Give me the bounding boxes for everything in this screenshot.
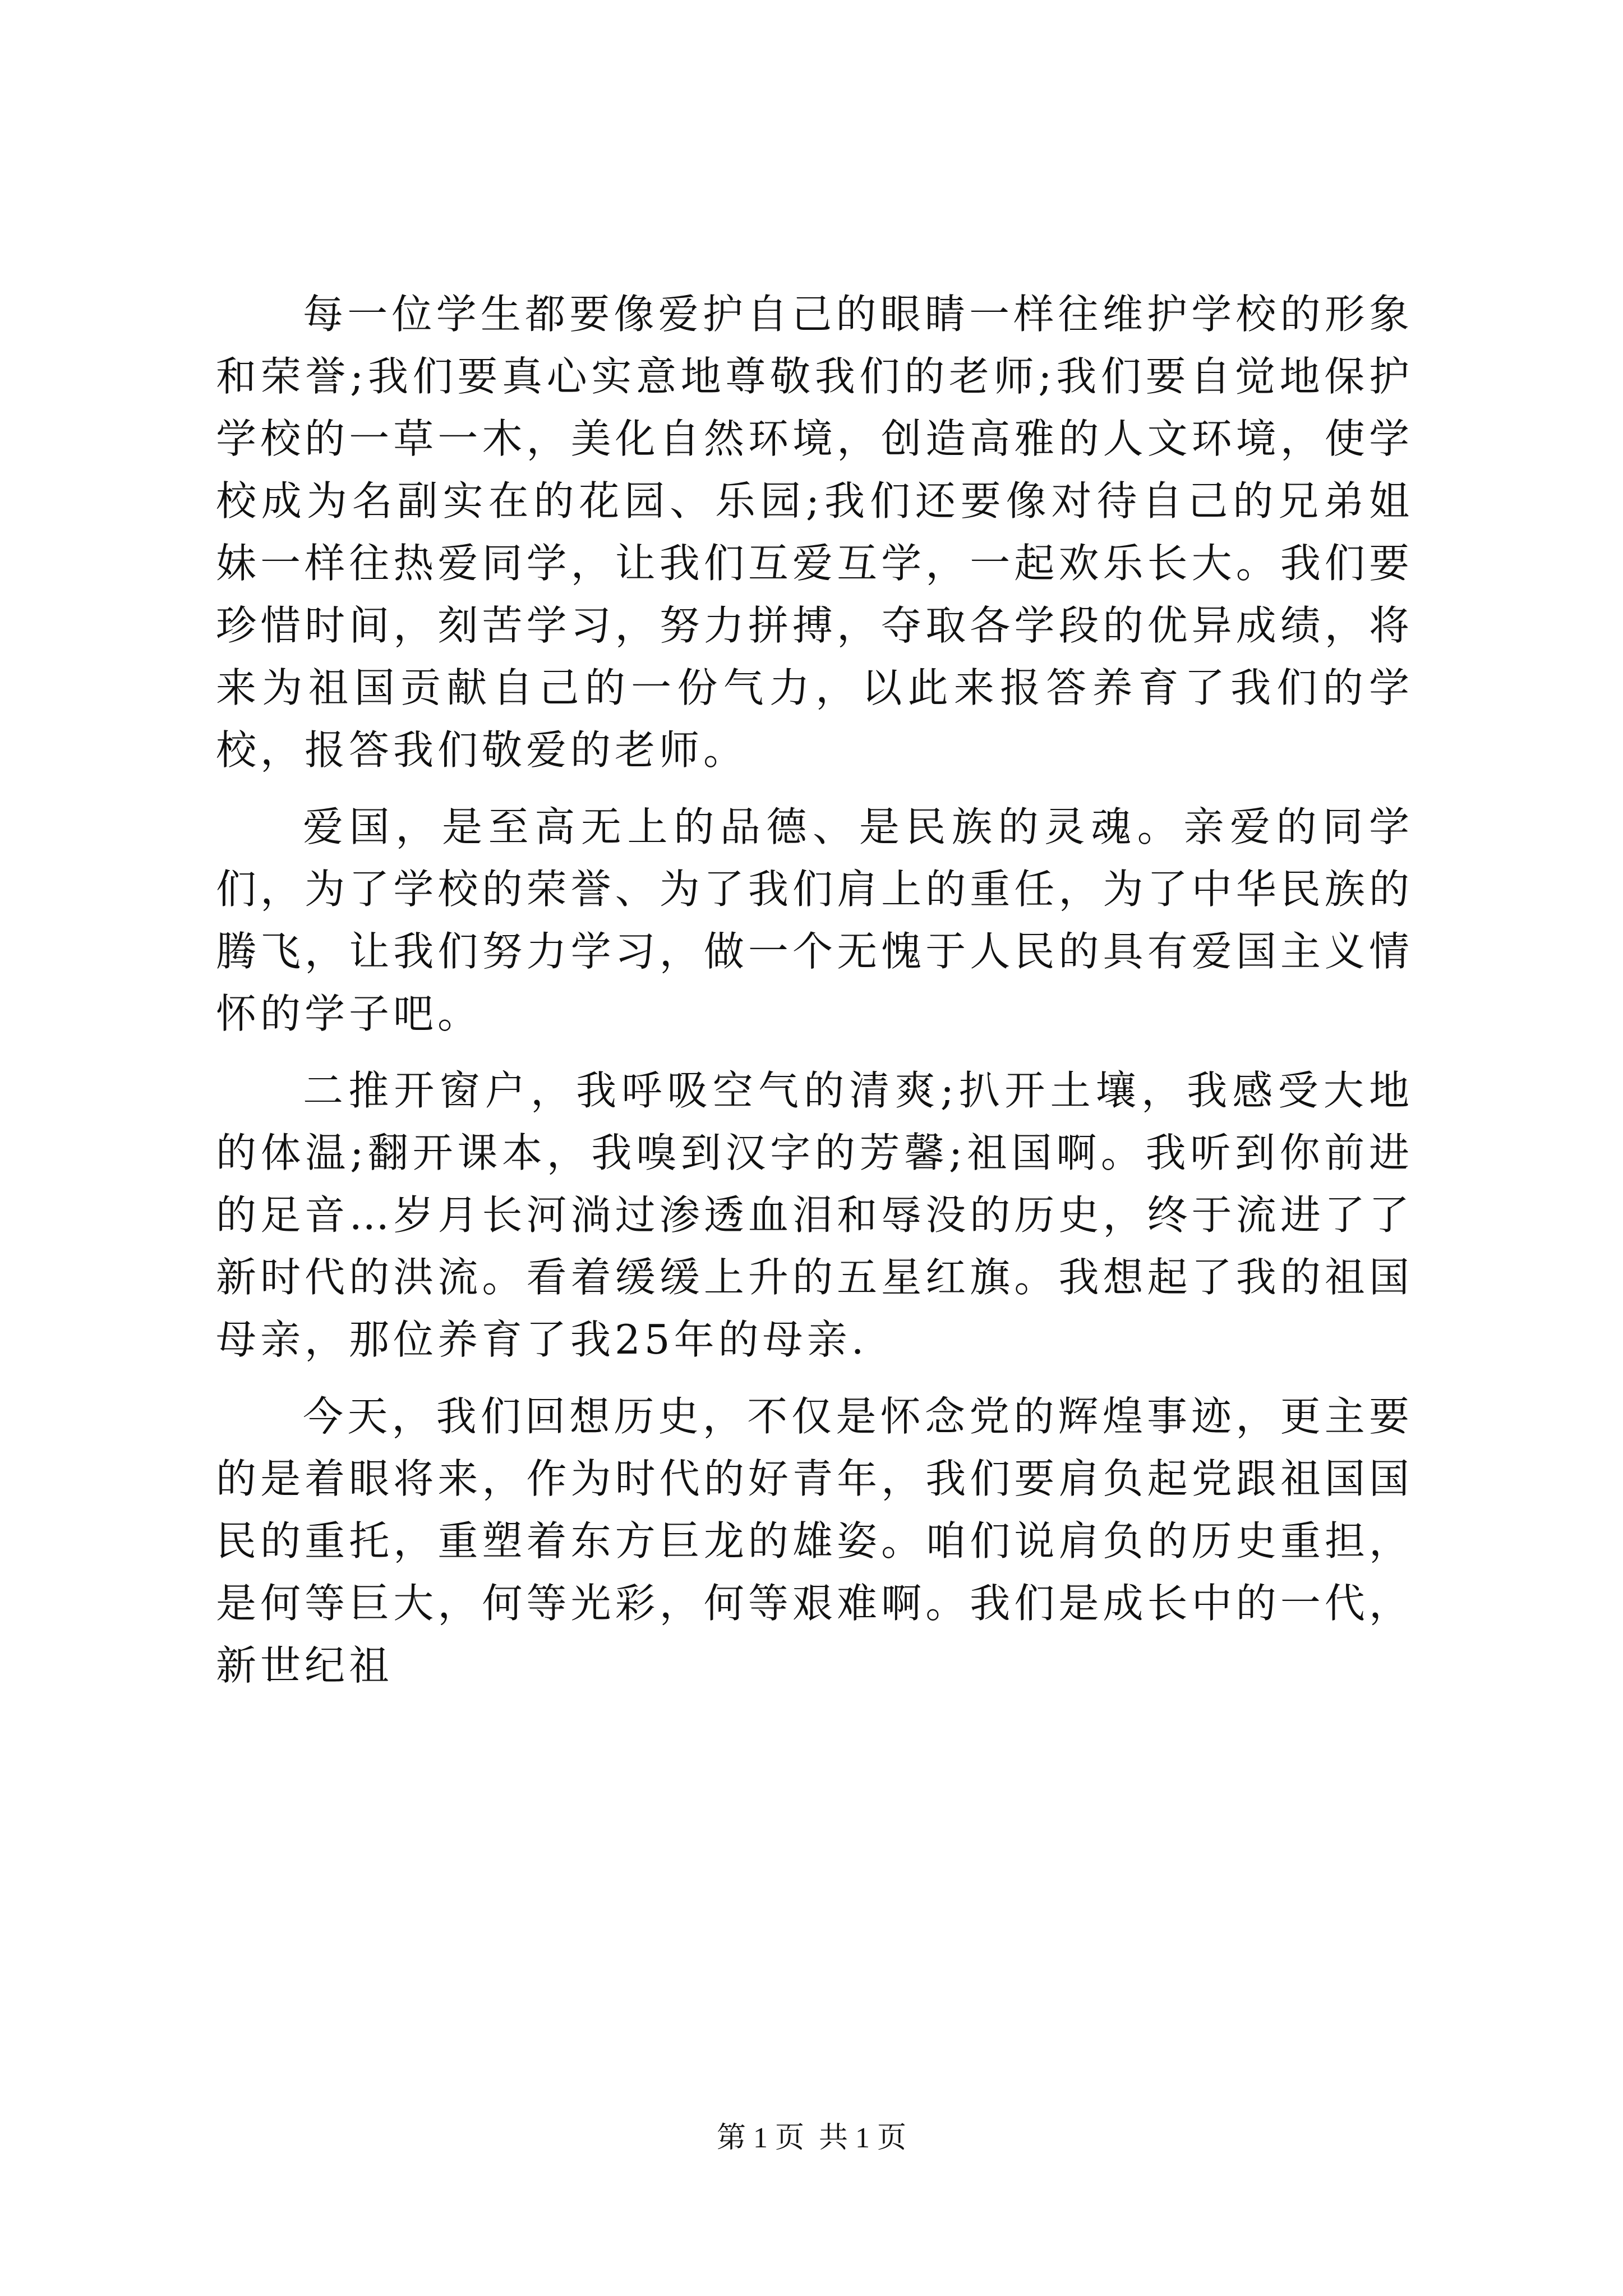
page-footer — [0, 2114, 1623, 2156]
paragraph-3: 二推开窗户，我呼吸空气的清爽;扒开土壤，我感受大地的体温;翻开课本，我嗅到汉字的芳馨;祖国啊。我听到你前进的足音…岁月长河淌过渗透血泪和辱没的历史，终于流进了了新时代的洪流。看着缓缓上升的五星红旗。我想起了我的祖国母亲，那位养育了我25年的母亲. — [216, 1067, 1413, 1363]
document-body — [216, 283, 1413, 1711]
paragraph-1: 每一位学生都要像爱护自己的眼睛一样往维护学校的形象和荣誉;我们要真心实意地尊敬我们的老师;我们要自觉地保护学校的一草一木，美化自然环境，创造高雅的人文环境，使学校成为名副实在的花园、乐园;我们还要像对待自己的兄弟姐妹一样往热爱同学，让我们互爱互学，一起欢乐长大。我们要珍惜时间，刻苦学习，努力拼搏，夺取各学段的优异成绩，将来为祖国贡献自己的一份气力，以此来报答养育了我们的学校，报答我们敬爱的老师。 — [216, 291, 1413, 774]
paragraph-4: 今天，我们回想历史，不仅是怀念党的辉煌事迹，更主要的是着眼将来，作为时代的好青年，我们要肩负起党跟祖国国民的重托，重塑着东方巨龙的雄姿。咱们说肩负的历史重担，是何等巨大，何等光彩，何等艰难啊。我们是成长中的一代，新世纪祖 — [216, 1393, 1413, 1689]
page-number-label: 第 1 页 共 1 页 — [716, 2122, 906, 2154]
paragraph-2: 爱国，是至高无上的品德、是民族的灵魂。亲爱的同学们，为了学校的荣誉、为了我们肩上的重任，为了中华民族的腾飞，让我们努力学习，做一个无愧于人民的具有爱国主义情怀的学子吧。 — [216, 803, 1413, 1037]
